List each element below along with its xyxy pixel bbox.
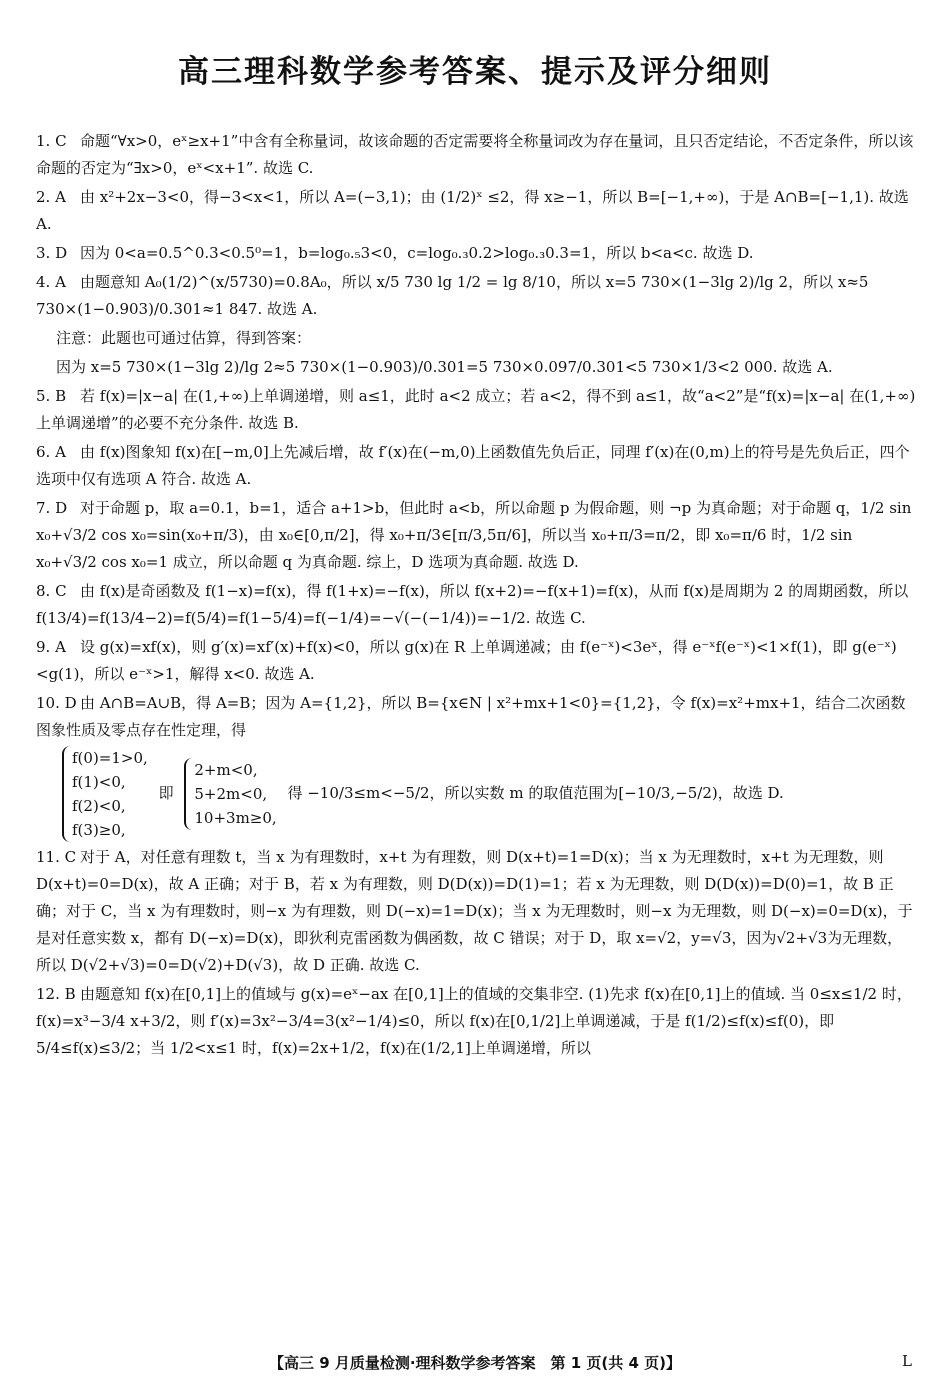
answers-body (36, 128, 916, 1064)
answer-note (36, 325, 916, 352)
answer-item (36, 269, 916, 323)
case-line: f(2)<0, (72, 797, 126, 815)
answer-item (36, 844, 916, 979)
answer-text: 由 f(x)是奇函数及 f(1−x)=f(x)，得 f(1+x)=−f(x)，所以 f(x+2)=−f(x+1)=f(x)，从而 f(x)是周期为 2 的周期函数，所以 f(13/4)=f(13/4−2)=f(5/4)=f(1−5/4)=f(−1/4)=−√(−(−1/4))=−1/2. 故选 C. (36, 582, 909, 627)
page-title: 高三理科数学参考答案、提示及评分细则 (178, 54, 772, 90)
case-line: f(0)=1>0, (72, 749, 148, 767)
case-line: 2+m<0, (194, 761, 258, 779)
answer-text: 由题意知 A₀(1/2)^(x/5730)=0.8A₀，所以 x/5 730 lg 1/2 = lg 8/10，所以 x=5 730×(1−3lg 2)/lg 2，所以 x≈5 730×(1−0.903)/0.301≈1 847. 故选 A. (36, 273, 869, 318)
cases-connector: 即 (158, 784, 174, 802)
answer-number: 12. B (36, 985, 76, 1003)
page-footer: 【高三 9 月质量检测·理科数学参考答案 第 1 页(共 4 页)】 (268, 1354, 682, 1372)
answer-item (36, 981, 916, 1062)
corner-mark: L (902, 1352, 912, 1370)
answer-text: 若 f(x)=|x−a| 在(1,+∞)上单调递增，则 a≤1，此时 a<2 成立；若 a<2，得不到 a≤1，故“a<2”是“f(x)=|x−a| 在(1,+∞)上单调递增”的必要不充分条件. 故选 B. (36, 387, 916, 432)
answer-number: 5. B (36, 387, 67, 405)
answer-item (36, 495, 916, 576)
answer-item (36, 439, 916, 493)
answer-text: 命题“∀x>0，eˣ≥x+1”中含有全称量词，故该命题的否定需要将全称量词改为存在量词，且只否定结论，不否定条件，所以该命题的否定为“∃x>0，eˣ<x+1”. 故选 C. (36, 132, 914, 177)
cases-system-b (184, 758, 276, 830)
answer-text: 由 f(x)图象知 f(x)在[−m,0]上先减后增，故 f′(x)在(−m,0)上函数值先负后正，同理 f′(x)在(0,m)上的符号是先负后正，四个选项中仅有选项 A 符合. 故选 A. (36, 443, 910, 488)
case-line: f(1)<0, (72, 773, 126, 791)
answer-number: 4. A (36, 273, 66, 291)
answer-number: 11. C (36, 848, 77, 866)
answer-number: 7. D (36, 499, 68, 517)
answer-item (36, 184, 916, 238)
answer-text: 对于命题 p，取 a=0.1，b=1，适合 a+1>b，但此时 a<b，所以命题 p 为假命题，则 ¬p 为真命题；对于命题 q，1/2 sin x₀+√3/2 cos x₀=sin(x₀+π/3)，由 x₀∈[0,π/2]，得 x₀+π/3∈[π/3,5π/6]，所以当 x₀+π/3=π/2，即 x₀=π/6 时，1/2 sin x₀+√3/2 cos x₀=1 成立，所以命题 q 为真命题. 综上，D 选项为真命题. 故选 D. (36, 499, 912, 571)
answer-cases-row (36, 746, 916, 842)
answer-number: 1. C (36, 132, 67, 150)
answer-text: 由 A∩B=A∪B，得 A=B；因为 A={1,2}，所以 B={x∈N | x²+mx+1<0}={1,2}，令 f(x)=x²+mx+1，结合二次函数图象性质及零点存在性定理，得 (36, 694, 906, 739)
case-line: f(3)≥0, (72, 821, 126, 839)
answer-item (36, 240, 916, 267)
answer-number: 9. A (36, 638, 66, 656)
case-line: 10+3m≥0, (194, 809, 277, 827)
answer-text: 设 g(x)=xf(x)，则 g′(x)=xf′(x)+f(x)<0，所以 g(x)在 R 上单调递减；由 f(e⁻ˣ)<3eˣ，得 e⁻ˣf(e⁻ˣ)<1×f(1)，即 g(e⁻ˣ)<g(1)，所以 e⁻ˣ>1，解得 x<0. 故选 A. (36, 638, 897, 683)
answer-text: 注意：此题也可通过估算，得到答案： (56, 329, 312, 347)
case-line: 5+2m<0, (194, 785, 268, 803)
answer-item (36, 690, 916, 744)
answer-item (36, 634, 916, 688)
answer-number: 2. A (36, 188, 66, 206)
answer-item (36, 128, 916, 182)
answer-item (36, 383, 916, 437)
answer-number: 6. A (36, 443, 66, 461)
answer-text: 对于 A，对任意有理数 t，当 x 为有理数时，x+t 为有理数，则 D(x+t)=1=D(x)；当 x 为无理数时，x+t 为无理数，则 D(x+t)=0=D(x)，故 A 正确；对于 B，若 x 为有理数，则 D(D(x))=D(1)=1；若 x 为无理数，则 D(D(x))=D(0)=1，故 B 正确；对于 C，当 x 为有理数时，则−x 为有理数，则 D(−x)=1=D(x)；当 x 为无理数时，则−x 为无理数，则 D(−x)=0=D(x)，于是对任意实数 x，都有 D(−x)=D(x)，即狄利克雷函数为偶函数，故 C 错误；对于 D，取 x=√2，y=√3，因为√2+√3为无理数，所以 D(√2+√3)=0=D(√2)+D(√3)，故 D 正确. 故选 C. (36, 848, 913, 974)
answer-number: 3. D (36, 244, 68, 262)
answer-text: 因为 x=5 730×(1−3lg 2)/lg 2≈5 730×(1−0.903)/0.301=5 730×0.097/0.301<5 730×1/3<2 000. 故选 A. (56, 358, 833, 376)
answer-text: 由题意知 f(x)在[0,1]上的值域与 g(x)=eˣ−ax 在[0,1]上的值域的交集非空. (1)先求 f(x)在[0,1]上的值域. 当 0≤x≤1/2 时，f(x)=x³−3/4 x+3/2，则 f′(x)=3x²−3/4=3(x²−1/4)≤0，所以 f(x)在[0,1/2]上单调递减，于是 f(1/2)≤f(x)≤f(0)，即 5/4≤f(x)≤3/2；当 1/2<x≤1 时，f(x)=2x+1/2，f(x)在(1/2,1]上单调递增，所以 (36, 985, 912, 1057)
cases-system-a (62, 746, 148, 842)
answer-number: 8. C (36, 582, 67, 600)
answer-number: 10. D (36, 694, 77, 712)
answer-text: 因为 0<a=0.5^0.3<0.5⁰=1，b=log₀.₅3<0，c=log₀.₃0.2>log₀.₃0.3=1，所以 b<a<c. 故选 D. (80, 244, 754, 262)
answer-item (36, 578, 916, 632)
answer-note (36, 354, 916, 381)
answer-text: 由 x²+2x−3<0，得−3<x<1，所以 A=(−3,1)；由 (1/2)ˣ ≤2，得 x≥−1，所以 B=[−1,+∞)，于是 A∩B=[−1,1). 故选 A. (36, 188, 909, 233)
answer-text: 得 −10/3≤m<−5/2，所以实数 m 的取值范围为[−10/3,−5/2)，故选 D. (287, 784, 784, 802)
